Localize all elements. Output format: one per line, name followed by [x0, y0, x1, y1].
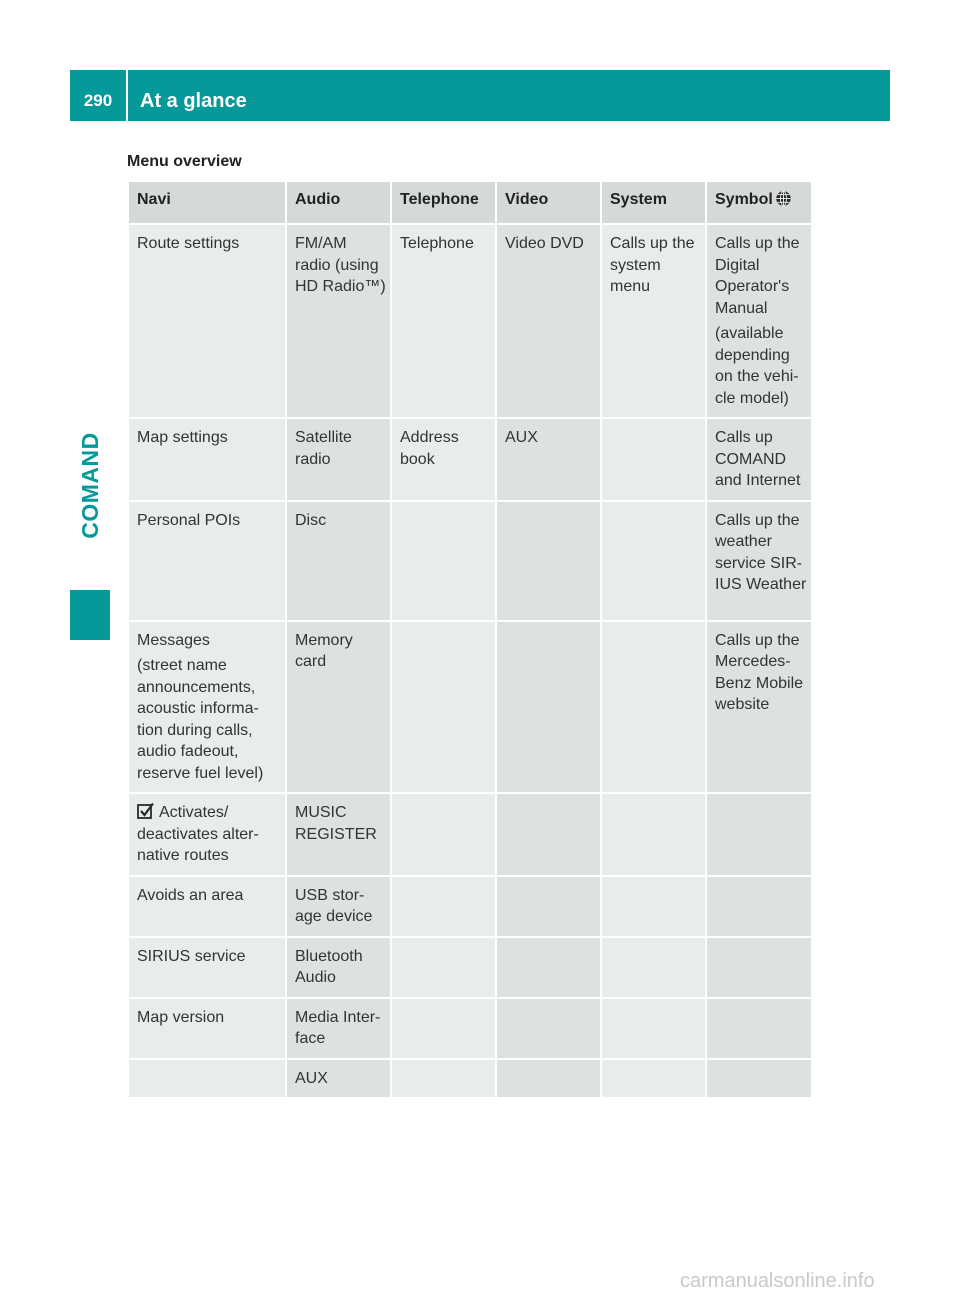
cell-system	[601, 501, 706, 621]
cell-telephone	[391, 876, 496, 937]
cell-video	[496, 501, 601, 621]
table-row	[128, 501, 812, 621]
table-header-row	[128, 181, 812, 224]
cell-video	[496, 1059, 601, 1099]
cell-navi: Personal POIs	[128, 501, 286, 621]
cell-telephone	[391, 1059, 496, 1099]
cell-navi	[128, 621, 286, 794]
cell-symbol: Calls up the weather service SIR-IUS Weather	[706, 501, 812, 621]
sidebar-label	[70, 380, 110, 590]
cell-navi-text: Activates/ deactivates alter-native routes	[137, 804, 259, 864]
cell-navi: Route settings	[128, 224, 286, 418]
cell-navi: Map version	[128, 998, 286, 1059]
cell-system	[601, 621, 706, 794]
cell-symbol-note: (available depending on the vehi-cle model)	[715, 325, 799, 407]
cell-audio: MUSIC REGISTER	[286, 793, 391, 876]
sidebar-marker	[70, 590, 110, 640]
table-row	[128, 224, 812, 418]
column-header-navi: Navi	[128, 181, 286, 224]
column-header-system: System	[601, 181, 706, 224]
cell-navi-text: Messages	[137, 631, 210, 649]
cell-navi: Avoids an area	[128, 876, 286, 937]
cell-telephone: Address book	[391, 418, 496, 501]
cell-symbol	[706, 1059, 812, 1099]
table-row	[128, 418, 812, 501]
cell-video: AUX	[496, 418, 601, 501]
cell-telephone: Telephone	[391, 224, 496, 418]
table-row	[128, 1059, 812, 1099]
cell-video	[496, 937, 601, 998]
table-row	[128, 793, 812, 876]
cell-video	[496, 876, 601, 937]
globe-icon	[775, 190, 792, 207]
page-number: 290	[83, 91, 113, 110]
table-row	[128, 621, 812, 794]
table-row	[128, 998, 812, 1059]
cell-audio: Memory card	[286, 621, 391, 794]
cell-video	[496, 998, 601, 1059]
column-header-symbol-label: Symbol	[715, 191, 773, 208]
cell-navi	[128, 1059, 286, 1099]
cell-telephone	[391, 998, 496, 1059]
table-row	[128, 876, 812, 937]
page-header	[70, 70, 890, 121]
cell-symbol: Calls up the Mercedes-Benz Mobile website	[706, 621, 812, 794]
watermark: carmanualsonline.info	[680, 1270, 875, 1292]
cell-navi: Map settings	[128, 418, 286, 501]
cell-system	[601, 937, 706, 998]
cell-symbol: Calls up COMAND and Internet	[706, 418, 812, 501]
cell-telephone	[391, 621, 496, 794]
cell-system: Calls up the system menu	[601, 224, 706, 418]
cell-video	[496, 621, 601, 794]
cell-symbol	[706, 876, 812, 937]
cell-audio: FM/AM radio (using HD Radio™)	[286, 224, 391, 418]
cell-symbol	[706, 224, 812, 418]
checkbox-checked-icon	[137, 802, 155, 820]
column-header-symbol	[706, 181, 812, 224]
cell-video	[496, 793, 601, 876]
cell-audio: AUX	[286, 1059, 391, 1099]
cell-navi-note: (street name announcements, acoustic informa-tion during calls, audio fadeout, reserve fuel level)	[137, 657, 264, 782]
cell-video: Video DVD	[496, 224, 601, 418]
cell-system	[601, 1059, 706, 1099]
cell-telephone	[391, 793, 496, 876]
cell-audio: USB stor-age device	[286, 876, 391, 937]
cell-system	[601, 876, 706, 937]
cell-symbol	[706, 793, 812, 876]
cell-audio: Satellite radio	[286, 418, 391, 501]
cell-audio: Bluetooth Audio	[286, 937, 391, 998]
sidebar-label-text: COMAND	[76, 431, 103, 539]
column-header-telephone: Telephone	[391, 181, 496, 224]
cell-symbol-text: Calls up the Digital Operator's Manual	[715, 235, 800, 317]
cell-system	[601, 998, 706, 1059]
header-divider	[126, 70, 128, 121]
cell-audio: Disc	[286, 501, 391, 621]
cell-symbol	[706, 937, 812, 998]
cell-telephone	[391, 937, 496, 998]
cell-audio: Media Inter-face	[286, 998, 391, 1059]
cell-symbol	[706, 998, 812, 1059]
cell-system	[601, 793, 706, 876]
cell-navi: SIRIUS service	[128, 937, 286, 998]
cell-telephone	[391, 501, 496, 621]
page-title: At a glance	[140, 90, 247, 112]
cell-system	[601, 418, 706, 501]
cell-navi	[128, 793, 286, 876]
column-header-video: Video	[496, 181, 601, 224]
column-header-audio: Audio	[286, 181, 391, 224]
table-row	[128, 937, 812, 998]
menu-overview-table	[127, 180, 813, 1099]
section-title: Menu overview	[127, 153, 242, 170]
